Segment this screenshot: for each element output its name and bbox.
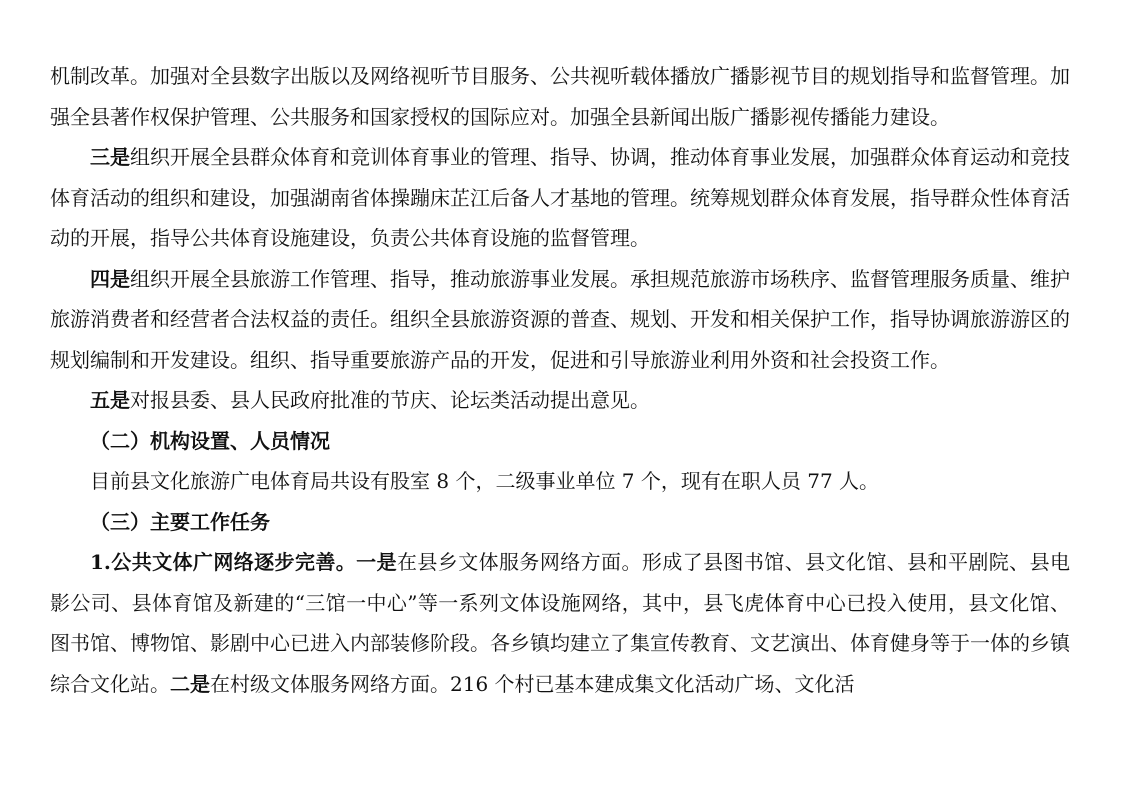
paragraph-text: 在县乡文体服务网络方面。形成了县图书馆、县文化馆、县和平剧院、县电影公司、县体育馆及新建的“三馆一中心”等一系列文体设施网络，其中，县飞虎体育中心已投入使用，县文化馆、图书馆、博物馆、影剧中心已进入内部装修阶段。各乡镇均建立了集宣传教育、文艺演出、体育健身等于一体的乡镇综合文化站。 [50,550,1070,696]
paragraph-lead: 1.公共文体广网络逐步完善。一是 [90,550,397,574]
paragraph-lead: 四是 [90,266,130,291]
paragraph-public-network [50,542,1070,704]
paragraph-sports-management [50,137,1070,259]
paragraph-text: 组织开展全县旅游工作管理、指导，推动旅游事业发展。承担规范旅游市场秩序、监督管理服务质量、维护旅游消费者和经营者合法权益的责任。组织全县旅游资源的普查、规划、开发和相关保护工作，指导协调旅游游区的规划编制和开发建设。组织、指导重要旅游产品的开发，促进和引导旅游业利用外资和社会投资工作。 [50,266,1070,372]
paragraph-staffing [50,461,1070,502]
document-page [50,56,1070,704]
paragraph-text: 对报县委、县人民政府批准的节庆、论坛类活动提出意见。 [130,388,650,412]
paragraph-lead-second: 二是 [170,671,210,696]
paragraph-text: 目前县文化旅游广电体育局共设有股室 8 个，二级事业单位 7 个，现有在职人员 77 人。 [90,469,880,493]
paragraph-lead: 三是 [90,145,130,169]
paragraph-festival-opinions [50,380,1070,421]
paragraph-text: 组织开展全县群众体育和竞训体育事业的管理、指导、协调，推动体育事业发展，加强群众体育运动和竞技体育活动的组织和建设，加强湖南省体操蹦床芷江后备人才基地的管理。统筹规划群众体育发展，指导群众性体育活动的开展，指导公共体育设施建设，负责公共体育设施的监督管理。 [50,145,1070,250]
section-heading-organization: （二）机构设置、人员情况 [90,428,330,453]
section-heading-main-tasks: （三）主要工作任务 [90,509,270,534]
paragraph-text: 机制改革。加强对全县数字出版以及网络视听节目服务、公共视听载体播放广播影视节目的规划指导和监督管理。加强全县著作权保护管理、公共服务和国家授权的国际应对。加强全县新闻出版广播影视传播能力建设。 [50,64,1070,129]
paragraph-lead: 五是 [90,388,130,412]
paragraph-tourism-management [50,259,1070,381]
paragraph-text-second: 在村级文体服务网络方面。216 个村已基本建成集文化活动广场、文化活 [210,671,855,696]
paragraph-mechanism-reform [50,56,1070,137]
